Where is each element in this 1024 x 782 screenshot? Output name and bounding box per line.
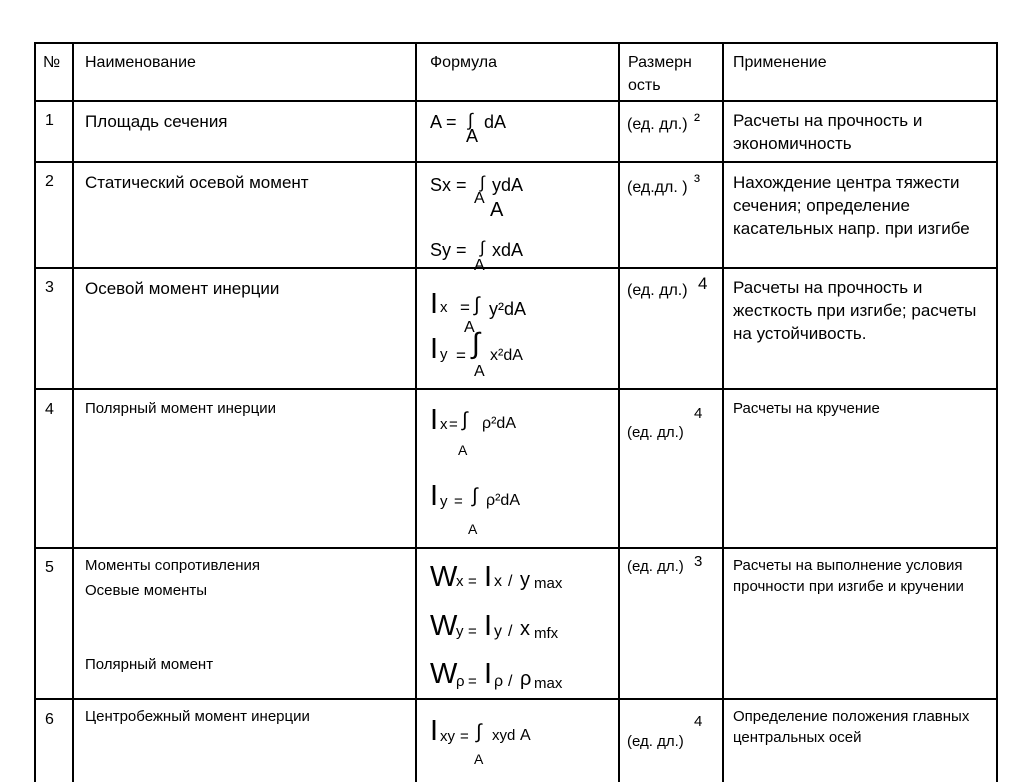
col-divider	[722, 42, 724, 782]
row6-ixy-limit: A	[474, 751, 484, 767]
row5-dim-power: 3	[694, 553, 703, 570]
row5-wp-letter: W	[430, 658, 458, 690]
row4-iy-sub: y	[440, 493, 448, 510]
col-divider	[996, 42, 998, 782]
header-num: №	[43, 54, 61, 71]
row4-iy-eq: =	[454, 493, 463, 510]
row1-num: 1	[45, 112, 54, 129]
row-divider	[34, 547, 996, 549]
row4-dim: (ед. дл.)	[627, 424, 684, 441]
row1-name: Площадь сечения	[85, 112, 228, 131]
row5-dim: (ед. дл.)	[627, 558, 684, 575]
row6-ixy-eq: =	[460, 728, 469, 745]
row5-wy-var: x	[520, 618, 530, 640]
header-name: Наименование	[85, 54, 196, 71]
row5-num: 5	[45, 559, 54, 576]
row3-iy-eq: =	[456, 346, 466, 365]
row4-ix-letter: I	[430, 404, 439, 436]
row3-num: 3	[45, 279, 54, 296]
row1-formula-expr: dA	[484, 112, 507, 132]
row5-wp-var: ρ	[520, 668, 532, 690]
row5-wy-i: I	[484, 610, 493, 642]
row3-iy-sub: y	[440, 346, 448, 363]
header-dimension-line2: ость	[628, 77, 661, 94]
row3-iy-integral-icon: ∫	[472, 328, 480, 360]
row2-use: Нахождение центра тяжести сечения; определение касательных напр. при изгибе	[733, 173, 970, 238]
row5-name: Моменты сопротивления	[85, 557, 261, 574]
row5-wp-isub: ρ	[494, 673, 504, 690]
row5-wp-sub: ρ	[456, 673, 465, 690]
row-divider	[34, 698, 996, 700]
row5-wy-eq: =	[468, 623, 477, 640]
row6-dim: (ед. дл.)	[627, 733, 684, 750]
row2-sy-lhs: Sy =	[430, 240, 467, 260]
row4-ix-eq: =	[449, 416, 458, 433]
col-divider	[72, 42, 74, 782]
header-dimension-line1: Размерн	[628, 54, 692, 71]
row1-dim-power: ²	[694, 110, 700, 130]
row2-sy-expr: xdA	[492, 240, 524, 260]
row6-ixy-sub: xy	[440, 728, 455, 745]
row4-ix-integral-icon: ∫	[462, 409, 468, 431]
row5-wx-sub: x	[456, 573, 464, 590]
row-divider	[34, 267, 996, 269]
row1-integral-icon: ∫	[468, 110, 473, 130]
row5-wy-sub: y	[456, 623, 464, 640]
row5-wx-isub: x	[494, 573, 502, 590]
row5-wx-i: I	[484, 561, 493, 593]
row5-wy-slash: /	[508, 623, 513, 640]
row4-ix-sub: x	[440, 416, 448, 433]
row3-ix-eq: =	[460, 298, 470, 317]
row5-wp-vsub: max	[534, 675, 563, 692]
row5-wy-vsub: mfx	[534, 625, 559, 642]
row1-use: Расчеты на прочность и экономичность	[733, 111, 923, 153]
row5-wx-eq: =	[468, 573, 477, 590]
row3-ix-expr: y²dA	[489, 299, 527, 319]
row3-iy-letter: I	[430, 333, 439, 365]
row6-dim-power: 4	[694, 713, 703, 730]
row6-num: 6	[45, 711, 54, 728]
row2-sx-integral-icon: ∫	[480, 173, 485, 192]
row1-formula-limit: A	[466, 126, 479, 146]
row5-wp-eq: =	[468, 673, 477, 690]
header-use: Применение	[733, 54, 827, 71]
row4-name: Полярный момент инерции	[85, 400, 276, 417]
row4-ix-limit: A	[458, 442, 468, 458]
col-divider	[618, 42, 620, 782]
row6-ixy-letter: I	[430, 715, 439, 747]
row2-dim-power: ³	[694, 171, 700, 191]
row6-use: Определение положения главных центральных осей	[733, 708, 970, 746]
properties-table	[34, 42, 996, 782]
row4-dim-power: 4	[694, 405, 703, 422]
col-divider	[34, 42, 36, 782]
row3-dim: (ед. дл.)	[627, 282, 688, 299]
row3-use: Расчеты на прочность и жесткость при изгибе; расчеты на устойчивость.	[733, 278, 977, 343]
row5-wx-vsub: max	[534, 575, 563, 592]
row2-sx-lhs: Sx =	[430, 175, 467, 195]
row6-ixy-expr-end: A	[520, 727, 531, 744]
row5-use: Расчеты на выполнение условия прочности при изгибе и кручении	[733, 557, 964, 595]
row3-iy-expr: x²dA	[490, 347, 523, 364]
row5-wp-slash: /	[508, 673, 513, 690]
row6-name: Центробежный момент инерции	[85, 708, 310, 725]
row2-sx-extra: A	[490, 199, 504, 221]
row2-dim: (ед.дл. )	[627, 179, 688, 196]
row1-formula-lhs: A =	[430, 112, 457, 132]
row4-iy-limit: A	[468, 521, 478, 537]
row5-name-polar: Полярный момент	[85, 656, 214, 673]
row3-ix-letter: I	[430, 288, 439, 320]
row4-num: 4	[45, 401, 54, 418]
row4-ix-expr: ρ²dA	[482, 415, 516, 432]
row-divider	[34, 388, 996, 390]
row3-name: Осевой момент инерции	[85, 279, 280, 298]
row2-sx-limit: A	[474, 190, 485, 207]
row5-wy-isub: y	[494, 623, 502, 640]
row3-ix-integral-icon: ∫	[474, 294, 480, 316]
row2-num: 2	[45, 173, 54, 190]
row3-dim-power: 4	[698, 274, 708, 293]
row5-wx-slash: /	[508, 573, 513, 590]
row5-name-axial: Осевые моменты	[85, 582, 208, 599]
row2-sy-integral-icon: ∫	[480, 238, 485, 257]
row3-ix-sub: x	[440, 299, 448, 316]
row6-ixy-expr: xyd	[492, 727, 516, 744]
row5-wp-i: I	[484, 658, 493, 690]
row4-iy-integral-icon: ∫	[472, 485, 478, 507]
header-formula: Формула	[430, 54, 498, 71]
row-divider	[34, 100, 996, 102]
table-border-top	[34, 42, 996, 44]
row3-ix-limit: A	[464, 319, 475, 336]
row1-dim: (ед. дл.)	[627, 116, 688, 133]
row2-sx-expr: ydA	[492, 175, 524, 195]
row5-wx-letter: W	[430, 561, 458, 593]
row3-iy-limit: A	[474, 363, 485, 380]
row2-sy-limit: A	[474, 257, 485, 274]
row6-ixy-integral-icon: ∫	[476, 721, 482, 743]
row2-name: Статический осевой момент	[85, 173, 309, 192]
row-divider	[34, 161, 996, 163]
row4-iy-letter: I	[430, 480, 439, 512]
row5-wx-var: y	[520, 569, 530, 591]
row4-use: Расчеты на кручение	[733, 400, 880, 417]
row4-iy-expr: ρ²dA	[486, 492, 520, 509]
row5-wy-letter: W	[430, 610, 458, 642]
col-divider	[415, 42, 417, 782]
